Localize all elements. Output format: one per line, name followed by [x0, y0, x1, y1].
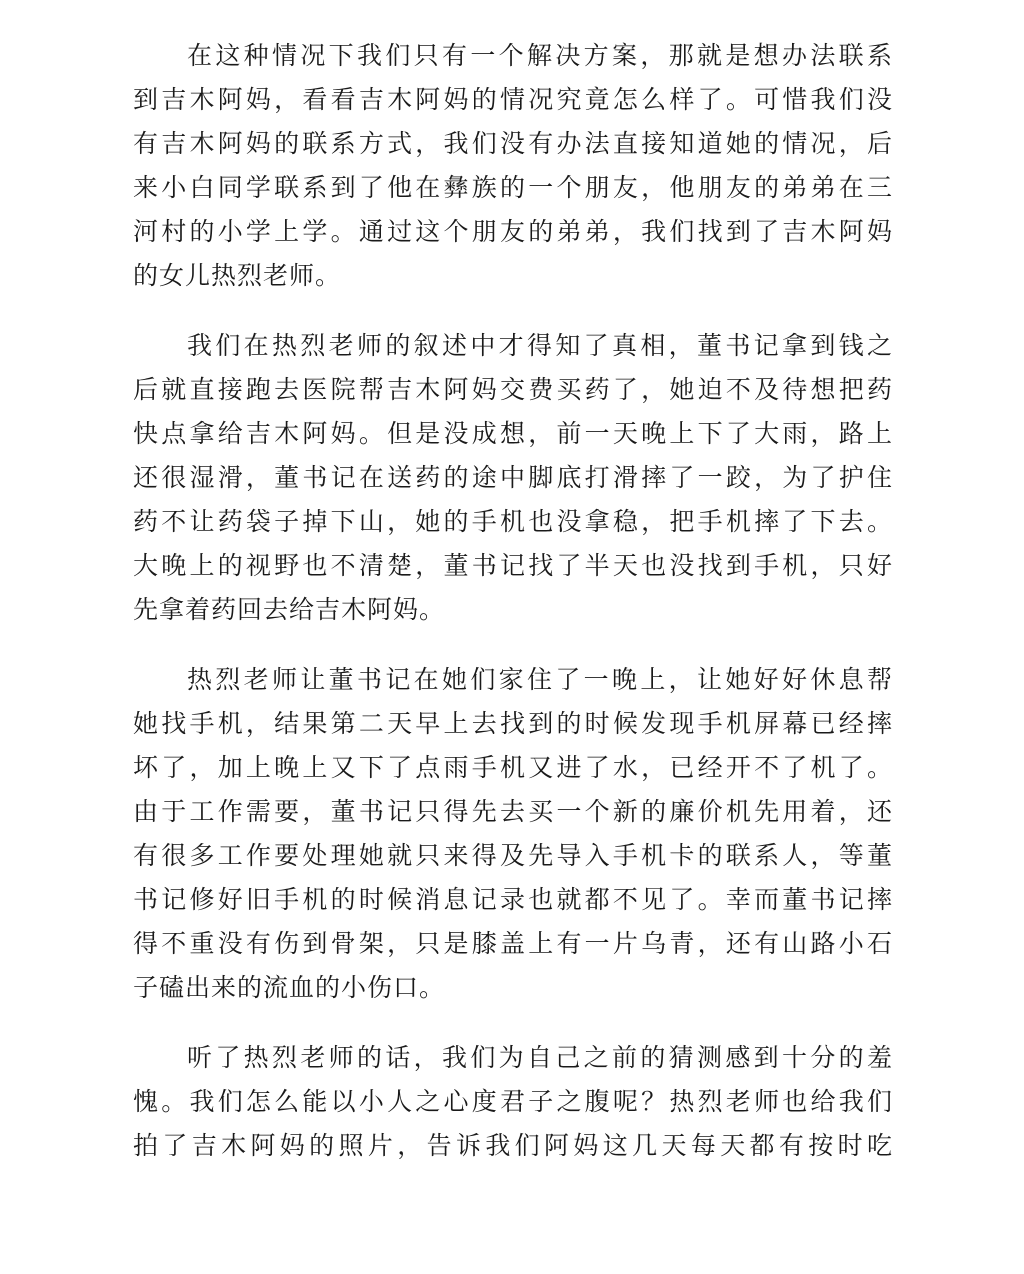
text-line: 我们在热烈老师的叙述中才得知了真相，董书记拿到钱之 [187, 331, 893, 360]
text-line: 药不让药袋子掉下山，她的手机也没拿稳，把手机摔了下去。 [133, 507, 893, 536]
text-line: 快点拿给吉木阿妈。但是没成想，前一天晚上下了大雨，路上 [133, 419, 893, 448]
paragraph-2 [133, 324, 893, 632]
text-line: 后就直接跑去医院帮吉木阿妈交费买药了，她迫不及待想把药 [133, 375, 893, 404]
text-line: 热烈老师让董书记在她们家住了一晚上，让她好好休息帮 [187, 665, 893, 694]
text-line: 由于工作需要，董书记只得先去买一个新的廉价机先用着，还 [133, 797, 893, 826]
text-line: 先拿着药回去给吉木阿妈。 [133, 595, 446, 624]
text-line: 坏了，加上晚上又下了点雨手机又进了水，已经开不了机了。 [133, 753, 893, 782]
paragraph-3 [133, 658, 893, 1010]
paragraph-4 [133, 1036, 893, 1168]
text-line: 还很湿滑，董书记在送药的途中脚底打滑摔了一跤，为了护住 [133, 463, 893, 492]
text-line: 到吉木阿妈，看看吉木阿妈的情况究竟怎么样了。可惜我们没 [133, 85, 893, 114]
text-line: 得不重没有伤到骨架，只是膝盖上有一片乌青，还有山路小石 [133, 929, 893, 958]
text-line: 她找手机，结果第二天早上去找到的时候发现手机屏幕已经摔 [133, 709, 893, 738]
text-line: 大晚上的视野也不清楚，董书记找了半天也没找到手机，只好 [133, 551, 893, 580]
text-line: 的女儿热烈老师。 [133, 261, 342, 290]
text-line: 河村的小学上学。通过这个朋友的弟弟，我们找到了吉木阿妈 [133, 217, 893, 246]
paragraph-gap [133, 1010, 893, 1036]
body-text [133, 34, 893, 1168]
text-line: 拍了吉木阿妈的照片，告诉我们阿妈这几天每天都有按时吃 [133, 1131, 893, 1160]
text-line: 来小白同学联系到了他在彝族的一个朋友，他朋友的弟弟在三 [133, 173, 893, 202]
text-line: 有很多工作要处理她就只来得及先导入手机卡的联系人，等董 [133, 841, 893, 870]
text-line: 听了热烈老师的话，我们为自己之前的猜测感到十分的羞 [187, 1043, 893, 1072]
paragraph-1 [133, 34, 893, 298]
paragraph-gap [133, 298, 893, 324]
text-line: 有吉木阿妈的联系方式，我们没有办法直接知道她的情况，后 [133, 129, 893, 158]
text-line: 在这种情况下我们只有一个解决方案，那就是想办法联系 [187, 41, 893, 70]
text-line: 子磕出来的流血的小伤口。 [133, 973, 446, 1002]
paragraph-gap [133, 632, 893, 658]
text-line: 愧。我们怎么能以小人之心度君子之腹呢？热烈老师也给我们 [133, 1087, 893, 1116]
text-line: 书记修好旧手机的时候消息记录也就都不见了。幸而董书记摔 [133, 885, 893, 914]
